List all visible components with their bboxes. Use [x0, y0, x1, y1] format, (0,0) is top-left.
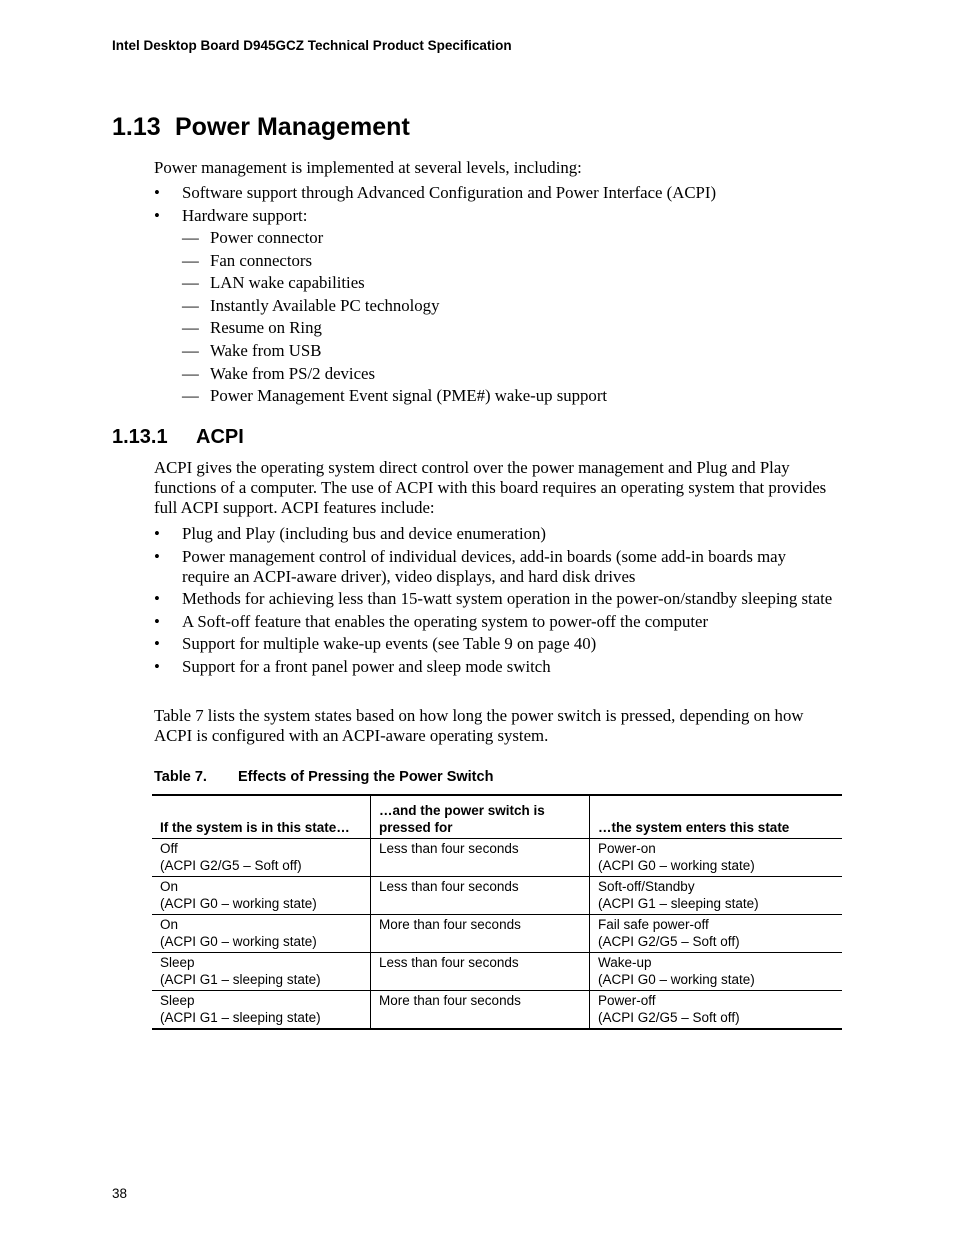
table-cell: Soft-off/Standby (ACPI G1 – sleeping state) — [590, 877, 843, 915]
bullet-icon: • — [154, 611, 160, 631]
acpi-feature-list — [154, 524, 834, 680]
table-cell: Sleep (ACPI G1 – sleeping state) — [152, 991, 371, 1030]
section-bullet-list — [154, 183, 834, 228]
table-cell: More than four seconds — [371, 915, 590, 953]
list-item: • A Soft-off feature that enables the operating system to power-off the computer — [154, 611, 709, 631]
section-intro: Power management is implemented at several levels, including: — [154, 158, 582, 177]
table-cell: Fail safe power-off (ACPI G2/G5 – Soft off) — [590, 915, 843, 953]
subsection-title: ACPI — [196, 426, 244, 448]
power-switch-table — [152, 794, 842, 1030]
table-cell: On (ACPI G0 – working state) — [152, 915, 371, 953]
table-cell: Sleep (ACPI G1 – sleeping state) — [152, 953, 371, 991]
table-cell: Less than four seconds — [371, 953, 590, 991]
table-row — [152, 991, 842, 1030]
bullet-icon: • — [154, 205, 160, 225]
table-cell: Power-off (ACPI G2/G5 – Soft off) — [590, 991, 843, 1030]
table-row — [152, 839, 842, 877]
table-header-cell: If the system is in this state… — [152, 795, 371, 839]
bullet-icon: • — [154, 546, 160, 566]
list-item: — Resume on Ring — [182, 318, 322, 338]
acpi-closing: Table 7 lists the system states based on how long the power switch is pressed, depending on how ACPI is configured with an ACPI-aware operating system. — [154, 706, 804, 745]
table-row — [152, 915, 842, 953]
dash-icon: — — [182, 295, 199, 315]
table-cell: Less than four seconds — [371, 877, 590, 915]
list-item: • Hardware support: — [154, 205, 308, 225]
list-item: — Wake from USB — [182, 340, 322, 360]
table-cell: Power-on (ACPI G0 – working state) — [590, 839, 843, 877]
table-header-cell: …the system enters this state — [590, 795, 843, 839]
table-cell: Less than four seconds — [371, 839, 590, 877]
bullet-icon: • — [154, 589, 160, 609]
table-row — [152, 953, 842, 991]
list-item: — Power connector — [182, 228, 324, 247]
table-caption-number: Table 7. — [154, 769, 207, 785]
list-item: • Support for a front panel power and sleep mode switch — [154, 656, 551, 676]
bullet-icon: • — [154, 634, 160, 654]
list-item: • Software support through Advanced Configuration and Power Interface (ACPI) — [154, 183, 717, 202]
list-item: • Plug and Play (including bus and device enumeration) — [154, 524, 546, 543]
dash-icon: — — [182, 363, 199, 383]
table-cell: On (ACPI G0 – working state) — [152, 877, 371, 915]
dash-icon: — — [182, 318, 199, 338]
section-title: Power Management — [175, 113, 410, 141]
subsection-heading — [112, 426, 244, 449]
list-item: • Methods for achieving less than 15-watt system operation in the power-on/standby sleeping state — [154, 589, 833, 609]
list-item: — Instantly Available PC technology — [182, 295, 440, 315]
table-cell: Wake-up (ACPI G0 – working state) — [590, 953, 843, 991]
dash-icon: — — [182, 250, 199, 270]
page-number: 38 — [112, 1186, 128, 1201]
table-header-cell: …and the power switch is pressed for — [371, 795, 590, 839]
dash-icon: — — [182, 386, 199, 406]
section-heading — [112, 113, 410, 142]
subsection-number: 1.13.1 — [112, 426, 168, 448]
table-cell: Off (ACPI G2/G5 – Soft off) — [152, 839, 371, 877]
table-row — [152, 877, 842, 915]
table-cell: More than four seconds — [371, 991, 590, 1030]
bullet-icon: • — [154, 183, 160, 202]
table-header-row — [152, 795, 842, 839]
running-header: Intel Desktop Board D945GCZ Technical Product Specification — [112, 38, 512, 53]
list-item: — Fan connectors — [182, 250, 313, 270]
dash-icon: — — [182, 228, 199, 247]
section-number: 1.13 — [112, 113, 161, 141]
table-caption — [154, 769, 493, 785]
list-item: • Power management control of individual devices, add-in boards (some add-in boards may require an ACPI-aware driver), video displays, and hard disk drives — [154, 546, 786, 586]
bullet-icon: • — [154, 656, 160, 676]
bullet-icon: • — [154, 524, 160, 543]
acpi-intro: ACPI gives the operating system direct control over the power management and Plug and Play functions of a computer. The use of ACPI with this board requires an operating system that provides full ACPI support. ACPI features include: — [154, 458, 827, 517]
list-item: — Power Management Event signal (PME#) wake-up support — [182, 386, 608, 406]
table-caption-title: Effects of Pressing the Power Switch — [238, 769, 494, 785]
hardware-support-list — [182, 228, 862, 409]
dash-icon: — — [182, 273, 199, 293]
dash-icon: — — [182, 340, 199, 360]
list-item: — LAN wake capabilities — [182, 273, 365, 293]
list-item: — Wake from PS/2 devices — [182, 363, 376, 383]
list-item: • Support for multiple wake-up events (see Table 9 on page 40) — [154, 634, 597, 654]
